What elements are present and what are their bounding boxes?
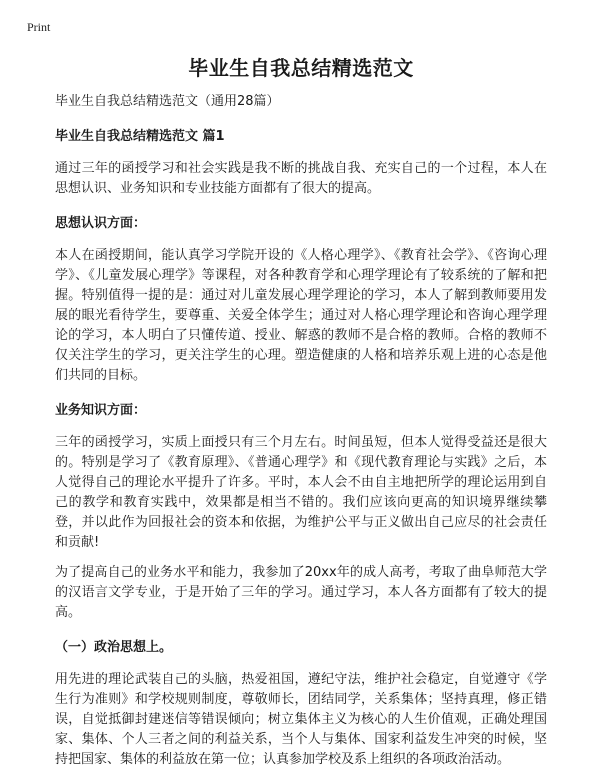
section-paragraph: 三年的函授学习，实质上面授只有三个月左右。时间虽短，但本人觉得受益还是很大的。特别是学习了《教育原理》、《普通心理学》和《现代教育理论与实践》之后，本人觉得自己的理论水平提升了许多。平时，本人会不由自主地把所学的理论运用到自己的教学和教育实践中，效果都是相当不错的。我们应该向更高的知识境界继续攀登，并以此作为回报社会的资本和依据，为维护公平与正义做出自己应尽的社会责任和贡献! <box>55 435 547 550</box>
section-heading-business: 业务知识方面： <box>55 403 147 418</box>
piece-title: 毕业生自我总结精选范文 篇1 <box>55 129 225 144</box>
section-heading-politics: （一）政治思想上。 <box>55 640 173 655</box>
section-heading-thought: 思想认识方面： <box>55 216 147 231</box>
print-link[interactable]: Print <box>27 20 51 34</box>
intro-paragraph: 通过三年的函授学习和社会实践是我不断的挑战自我、充实自己的一个过程，本人在思想认识、业务知识和专业技能方面都有了很大的提高。 <box>55 161 547 196</box>
document-page <box>55 50 547 770</box>
section-paragraph: 为了提高自己的业务水平和能力，我参加了20xx年的成人高考，考取了曲阜师范大学的汉语言文学专业，于是开始了三年的学习。通过学习，本人各方面都有了较大的提高。 <box>55 565 547 620</box>
document-subtitle: 毕业生自我总结精选范文（通用28篇） <box>55 94 280 109</box>
section-paragraph: 用先进的理论武装自己的头脑，热爱祖国，遵纪守法，维护社会稳定，自觉遵守《学生行为准则》和学校规则制度，尊敬师长，团结同学，关系集体；坚持真理，修正错误，自觉抵御封建迷信等错误倾向；树立集体主义为核心的人生价值观，正确处理国家、集体、个人三者之间的利益关系，当个人与集体、国家利益发生冲突的时候，坚持把国家、集体的利益放在第一位；认真参加学校及系上组织的各项政治活动。 <box>55 672 547 767</box>
document-title: 毕业生自我总结精选范文 <box>188 56 414 80</box>
section-paragraph: 本人在函授期间，能认真学习学院开设的《人格心理学》、《教育社会学》、《咨询心理学》、《儿童发展心理学》等课程，对各种教育学和心理学理论有了较系统的了解和把握。特别值得一提的是：通过对儿童发展心理学理论的学习，本人了解到教师要用发展的眼光看待学生，要尊重、关爱全体学生；通过对人格心理学理论和咨询心理学理论的学习，本人明白了只懂传道、授业、解惑的教师不是合格的教师。合格的教师不仅关注学生的学习，更关注学生的心理。塑造健康的人格和培养乐观上进的心态是他们共同的目标。 <box>55 248 547 383</box>
